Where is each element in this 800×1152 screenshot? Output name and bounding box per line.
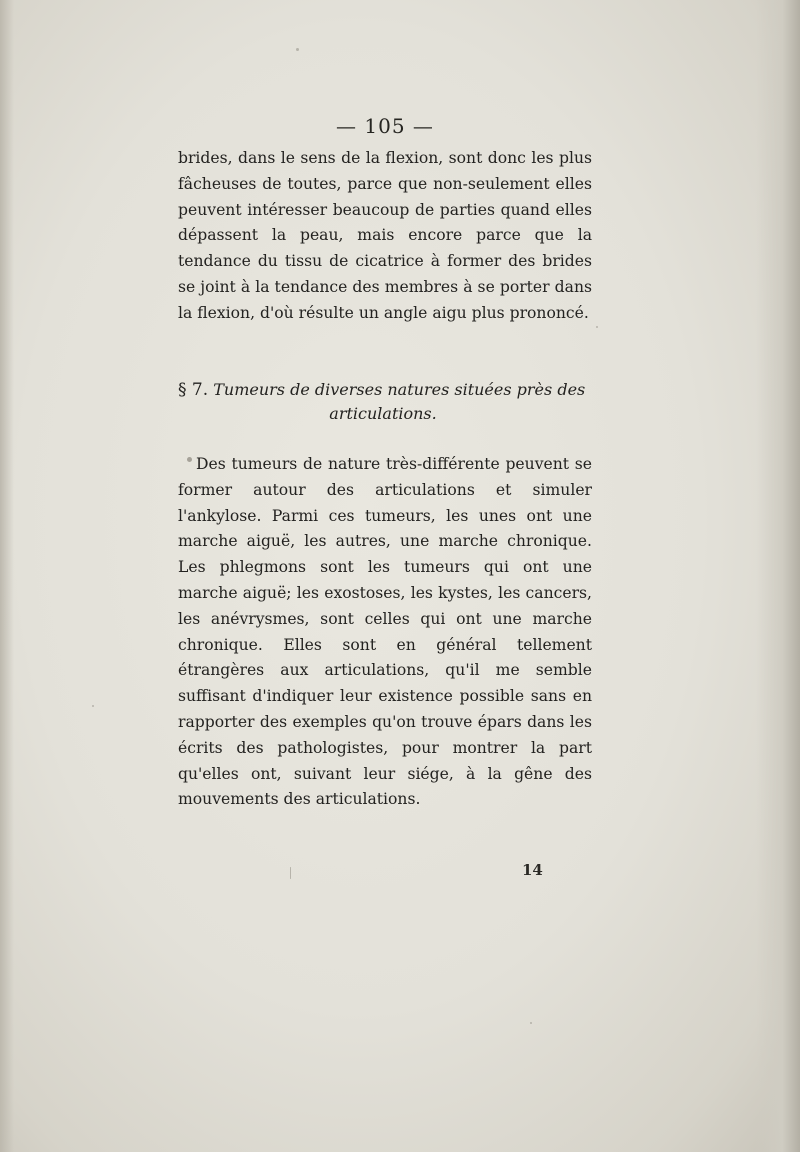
section-heading	[178, 378, 598, 425]
paper-speck	[92, 705, 94, 707]
section-title-line2: articulations.	[329, 404, 437, 423]
paper-speck	[296, 48, 299, 51]
paper-speck	[290, 867, 291, 879]
page-edge-shadow-left	[0, 0, 14, 1152]
paragraph-continuation: brides, dans le sens de la flexion, sont donc les plus fâcheuses de toutes, parce que non-seulement elles peuvent intéresser beaucoup de parties quand elles dépassent la peau, mais encore parce que la tendance du tissu de cicatrice à former des brides se joint à la tendance des membres à se porter dans la flexion, d'où résulte un angle aigu plus prononcé.	[178, 149, 592, 322]
section-title-line1: Tumeurs de diverses natures situées près des	[213, 380, 586, 399]
page-number: — 105 —	[336, 114, 434, 138]
paragraph-tumeurs-text: Des tumeurs de nature très-différente peuvent se former autour des articulations et simuler l'ankylose. Parmi ces tumeurs, les unes ont une marche aiguë, les autres, une marche chronique. Les phlegmons sont les tumeurs qui ont une marche aiguë; les exostoses, les kystes, les cancers, les anévrysmes, sont celles qui ont une marche chronique. Elles sont en général tellement étrangères aux articulations, qu'il me semble suffisant d'indiquer leur existence possible sans en rapporter des exemples qu'on trouve épars dans les écrits des pathologistes, pour montrer la part qu'elles ont, suivant leur siége, à la gêne des mouvements des articulations.	[178, 455, 592, 809]
printer-signature-mark: 14	[522, 861, 543, 879]
paragraph-tumeurs	[178, 452, 592, 813]
paper-speck	[596, 326, 598, 328]
paper-speck	[187, 457, 192, 462]
page-edge-shadow-right	[756, 0, 800, 1152]
paper-speck	[530, 1022, 532, 1024]
section-number: § 7.	[178, 380, 209, 400]
